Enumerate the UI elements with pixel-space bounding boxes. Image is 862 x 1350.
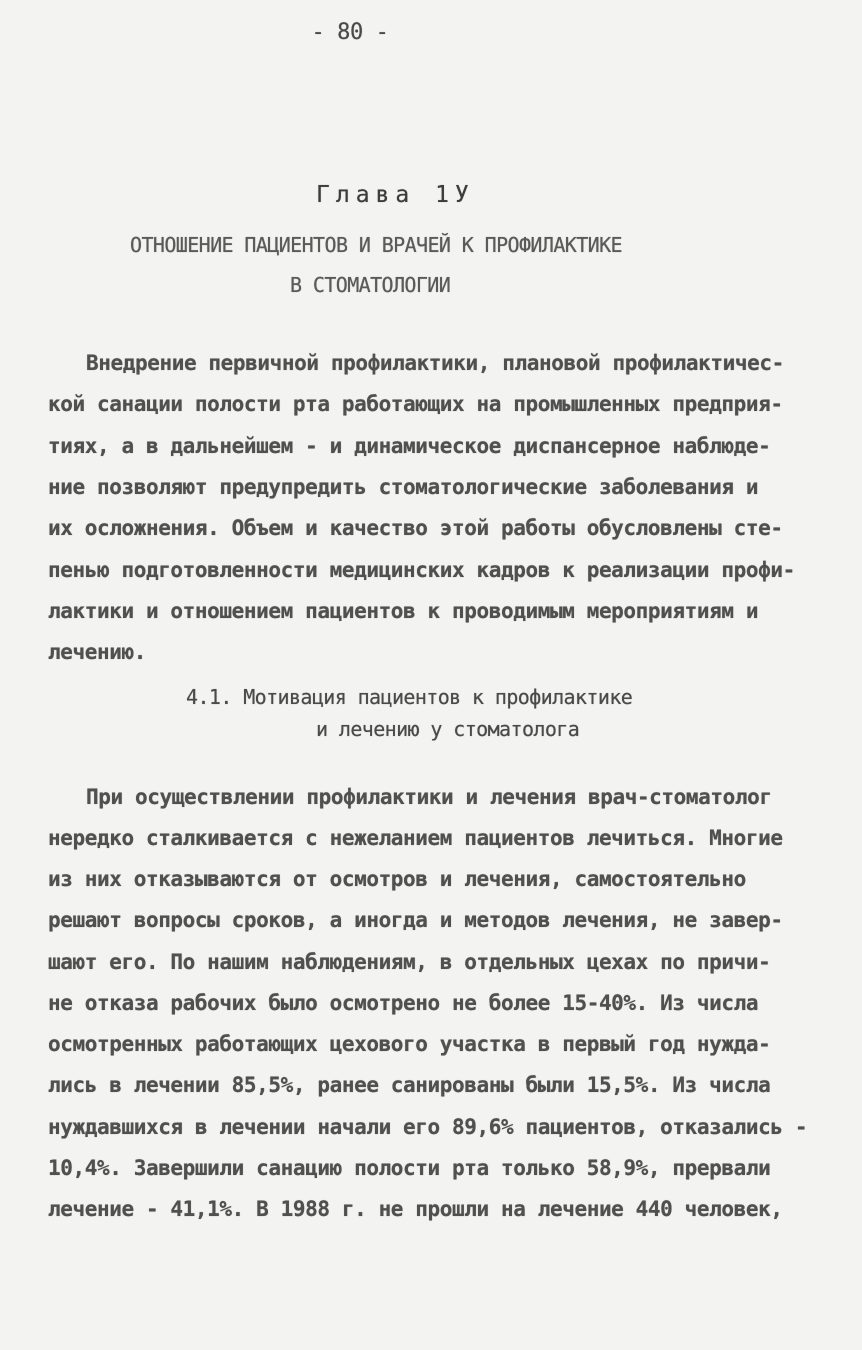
body-line: не отказа рабочих было осмотрено не более 15-40%. Из числа xyxy=(48,991,759,1015)
chapter-subtitle-line: ОТНОШЕНИЕ ПАЦИЕНТОВ И ВРАЧЕЙ К ПРОФИЛАКТИКЕ xyxy=(130,233,622,257)
body-line: лись в лечении 85,5%, ранее санированы были 15,5%. Из числа xyxy=(48,1073,771,1097)
intro-line: их осложнения. Объем и качество этой работы обусловлены сте- xyxy=(48,516,783,540)
body-line: осмотренных работающих цехового участка в первый год нужда- xyxy=(48,1032,771,1056)
intro-line: лечению. xyxy=(48,640,146,664)
section-title-line: 4.1. Мотивация пациентов к профилактике xyxy=(186,685,633,709)
intro-line: ние позволяют предупредить стоматологические заболевания и xyxy=(48,475,759,499)
intro-line: тиях, а в дальнейшем - и динамическое диспансерное наблюде- xyxy=(48,434,771,458)
body-line: нуждавшихся в лечении начали его 89,6% пациентов, отказались - xyxy=(48,1115,808,1139)
chapter-subtitle-line: В СТОМАТОЛОГИИ xyxy=(290,273,451,297)
section-title-line: и лечению у стоматолога xyxy=(316,717,580,741)
body-line: нередко сталкивается с нежеланием пациентов лечиться. Многие xyxy=(48,826,783,850)
page-number: - 80 - xyxy=(311,20,389,45)
body-line: При осуществлении профилактики и лечения врач-стоматолог xyxy=(86,785,772,809)
body-line: из них отказываются от осмотров и лечения, самостоятельно xyxy=(48,867,746,891)
chapter-title: Глава 1У xyxy=(316,182,475,208)
intro-line: Внедрение первичной профилактики, плановой профилактичес- xyxy=(86,351,784,375)
body-line: лечение - 41,1%. В 1988 г. не прошли на лечение 440 человек, xyxy=(48,1197,783,1221)
intro-line: пенью подготовленности медицинских кадров к реализации профи- xyxy=(48,558,795,582)
intro-line: кой санации полости рта работающих на промышленных предприя- xyxy=(48,392,783,416)
body-line: 10,4%. Завершили санацию полости рта только 58,9%, прервали xyxy=(48,1156,771,1180)
intro-line: лактики и отношением пациентов к проводимым мероприятиям и xyxy=(48,599,759,623)
body-line: решают вопросы сроков, а иногда и методов лечения, не завер- xyxy=(48,908,783,932)
body-line: шают его. По нашим наблюдениям, в отдельных цехах по причи- xyxy=(48,950,771,974)
